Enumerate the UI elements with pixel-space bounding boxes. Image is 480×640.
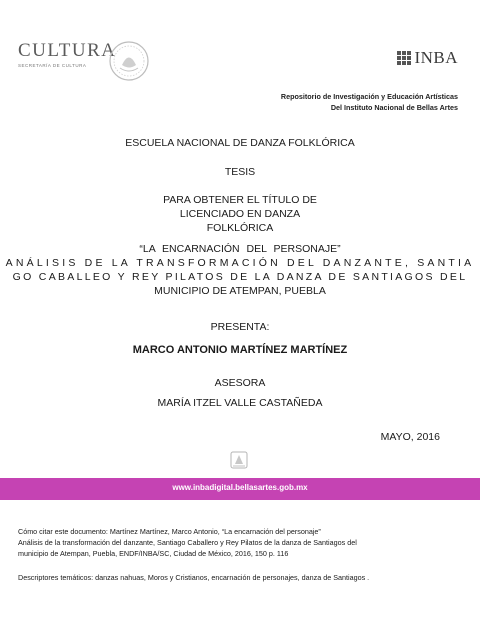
presenta-label: PRESENTA: [210, 321, 270, 333]
citation-line-1: Cómo citar este documento: Martínez Martínez, Marco Antonio, “La encarnación del personaje” [18, 527, 321, 536]
degree-purpose-line-3: FOLKLÓRICA [206, 222, 274, 234]
thesis-title-block [0, 242, 480, 298]
degree-purpose-line-2: LICENCIADO EN DANZA [179, 208, 301, 220]
citation-block [18, 526, 462, 559]
thesis-title: “LA ENCARNACIÓN DEL PERSONAJE” [139, 243, 341, 255]
repository-line-1: Repositorio de Investigación y Educación Artísticas [280, 92, 458, 101]
footer-url-bar [0, 478, 480, 500]
inba-digital-link[interactable]: www.inbadigital.bellasartes.gob.mx [172, 483, 308, 492]
citation-line-3: municipio de Atempan, Puebla, ENDF/INBA/SC, Ciudad de México, 2016, 150 p. 116 [18, 549, 289, 558]
thesis-subtitle-line-3: MUNICIPIO DE ATEMPAN, PUEBLA [154, 285, 326, 297]
school-name: ESCUELA NACIONAL DE DANZA FOLKLÓRICA [125, 137, 355, 149]
inba-wordmark: INBA [414, 48, 458, 67]
document-type: TESIS [224, 166, 256, 178]
author-name: MARCO ANTONIO MARTÍNEZ MARTÍNEZ [132, 344, 348, 356]
inba-logo [397, 48, 458, 68]
repository-line-2: Del Instituto Nacional de Bellas Artes [330, 103, 458, 112]
cultura-logo [18, 40, 117, 80]
cultura-wordmark: CULTURA [18, 40, 117, 61]
thematic-descriptors: Descriptores temáticos: danzas nahuas, Moros y Cristianos, encarnación de personajes, danza de Santiagos . [18, 573, 370, 582]
school-emblem-icon [227, 449, 251, 471]
degree-purpose [0, 193, 480, 235]
inba-logo-icon [397, 51, 411, 65]
cultura-subtitle: SECRETARÍA DE CULTURA [18, 63, 87, 68]
thesis-subtitle-line-1: ANÁLISIS DE LA TRANSFORMACIÓN DEL DANZANTE, SANTIA [5, 257, 475, 269]
repository-heading [281, 91, 458, 113]
mexico-coat-of-arms-icon [108, 40, 150, 82]
degree-purpose-line-1: PARA OBTENER EL TÍTULO DE [163, 194, 317, 206]
advisor-label: ASESORA [214, 377, 266, 389]
advisor-name: MARÍA ITZEL VALLE CASTAÑEDA [157, 397, 323, 409]
thesis-subtitle-line-2: GO CABALLEO Y REY PILATOS DE LA DANZA DE SANTIAGOS DEL [12, 271, 468, 283]
citation-line-2: Análisis de la transformación del danzante, Santiago Caballero y Rey Pilatos de la danza de Santiagos del [18, 538, 357, 547]
document-date: MAYO, 2016 [380, 431, 440, 443]
